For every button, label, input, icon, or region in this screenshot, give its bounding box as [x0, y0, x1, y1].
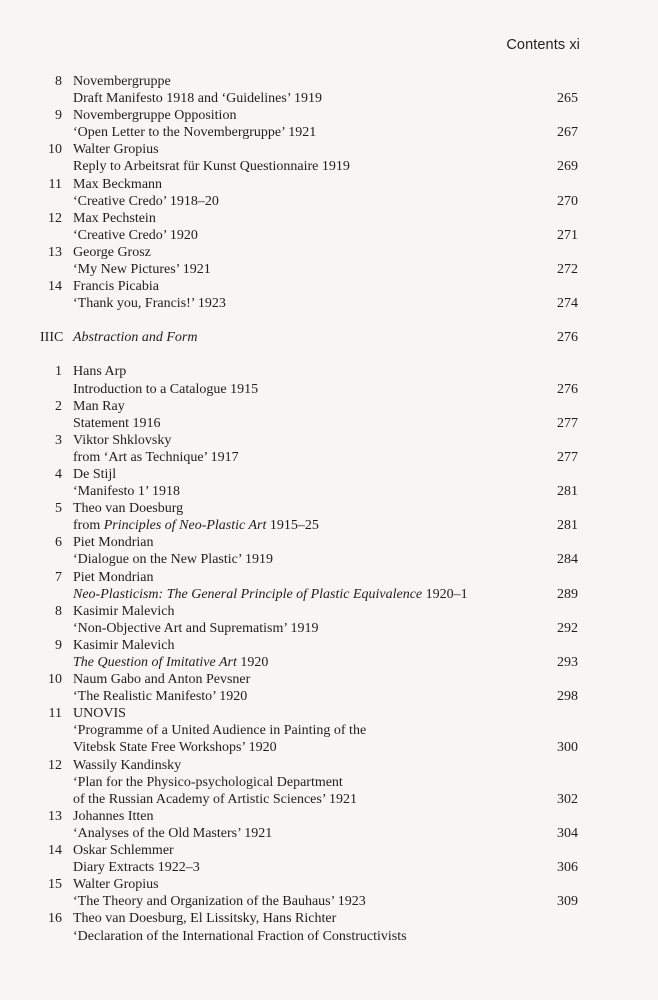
entry-title [73, 654, 268, 671]
entry-page: 304 [557, 825, 578, 841]
entry-author: Kasimir Malevich [73, 603, 175, 619]
entry-number: 14 [48, 279, 62, 295]
entry-number: 6 [55, 535, 62, 551]
entry-author: Novembergruppe [73, 74, 171, 89]
entry-page: 271 [557, 227, 578, 243]
entry-number: 14 [48, 843, 62, 859]
toc-entry [0, 432, 658, 466]
entry-number: 13 [48, 244, 62, 260]
entry-page: 292 [557, 620, 578, 636]
entry-title: ‘Creative Credo’ 1918–20 [73, 193, 219, 209]
entry-page: 302 [557, 791, 578, 807]
entry-title: Statement 1916 [73, 415, 161, 431]
entry-title: ‘Non-Objective Art and Suprematism’ 1919 [73, 620, 319, 636]
toc-entry [0, 107, 658, 141]
entry-number: 2 [55, 398, 62, 414]
entry-number: 13 [48, 808, 62, 824]
entry-page: 309 [557, 894, 578, 910]
entry-author: Wassily Kandinsky [73, 757, 182, 773]
entry-number: 11 [48, 176, 62, 192]
entry-title: ‘The Theory and Organization of the Bauhaus’ 1923 [73, 894, 366, 910]
entry-title [73, 586, 468, 603]
running-head: Contents xi [506, 37, 580, 53]
entry-page: 276 [557, 381, 578, 397]
toc-entry [0, 603, 658, 637]
entry-number: 12 [48, 757, 62, 773]
toc-entry [0, 808, 658, 842]
entry-title: Introduction to a Catalogue 1915 [73, 381, 259, 397]
entry-author: Novembergruppe Opposition [73, 108, 237, 124]
entry-page: 281 [557, 518, 578, 534]
toc-entry [0, 176, 658, 210]
toc-entry [0, 398, 658, 432]
entry-page: 277 [557, 449, 578, 465]
entry-page: 284 [557, 552, 578, 568]
entry-number: 12 [48, 210, 62, 226]
toc-entry [0, 757, 658, 808]
toc-entry [0, 278, 658, 312]
entry-title: ‘Thank you, Francis!’ 1923 [73, 296, 226, 312]
toc-entry [0, 842, 658, 876]
toc-entry [0, 671, 658, 705]
entry-page: 269 [557, 159, 578, 175]
entry-title: Reply to Arbeitsrat für Kunst Questionnaire 1919 [73, 159, 350, 175]
entry-title: ‘Creative Credo’ 1920 [73, 227, 198, 243]
entry-title: Diary Extracts 1922–3 [73, 860, 200, 876]
entry-title: ‘Open Letter to the Novembergruppe’ 1921 [73, 125, 317, 141]
toc-entry [0, 141, 658, 175]
entry-page: 293 [557, 655, 578, 670]
entry-author: Theo van Doesburg, El Lissitsky, Hans Richter [73, 911, 337, 927]
entry-author: Naum Gabo and Anton Pevsner [73, 672, 251, 688]
entry-title-line-1: ‘Programme of a United Audience in Painting of the [73, 723, 367, 739]
toc-entry [0, 244, 658, 278]
entry-author: Oskar Schlemmer [73, 843, 174, 859]
entry-page: 270 [557, 193, 578, 209]
entry-author: Kasimir Malevich [73, 637, 175, 653]
entry-number: 10 [48, 142, 62, 158]
section-page: 276 [557, 330, 578, 346]
entry-author: Walter Gropius [73, 142, 159, 158]
section-heading [0, 329, 658, 346]
entry-page: 265 [557, 91, 578, 107]
entry-number: 11 [48, 706, 62, 722]
entry-title: ‘Dialogue on the New Plastic’ 1919 [73, 552, 273, 568]
entry-title: Draft Manifesto 1918 and ‘Guidelines’ 1919 [73, 91, 322, 107]
entry-number: 1 [55, 364, 62, 380]
entry-author: De Stijl [73, 466, 117, 482]
entry-title-italic: The Question of Imitative Art [73, 655, 237, 670]
entry-number: 4 [55, 466, 62, 482]
entry-title: ‘Declaration of the International Fraction of Constructivists [73, 928, 407, 944]
entry-title-line-1: ‘Plan for the Physico-psychological Department [73, 774, 343, 790]
table-of-contents [0, 73, 658, 945]
toc-entry [0, 637, 658, 671]
entry-title-italic: Neo-Plasticism: The General Principle of Plastic Equivalence [73, 586, 423, 602]
entry-author: Francis Picabia [73, 279, 159, 295]
entry-title-line-2: Vitebsk State Free Workshops’ 1920 [73, 740, 277, 756]
entry-page: 289 [557, 586, 578, 602]
entry-title: from ‘Art as Technique’ 1917 [73, 449, 239, 465]
entry-author: Walter Gropius [73, 877, 159, 893]
entry-number: 10 [48, 672, 62, 688]
entry-title: ‘My New Pictures’ 1921 [73, 262, 211, 278]
toc-entry [0, 466, 658, 500]
entry-page: 272 [557, 262, 578, 278]
entry-page: 274 [557, 296, 578, 312]
entry-number: 8 [55, 74, 62, 89]
entry-page: 300 [557, 740, 578, 756]
toc-entry [0, 500, 658, 534]
toc-entry [0, 534, 658, 568]
entry-author: Max Beckmann [73, 176, 163, 192]
entry-page: 277 [557, 415, 578, 431]
entry-title-suffix: 1915–25 [266, 518, 319, 534]
entry-author: Johannes Itten [73, 808, 154, 824]
entry-title: ‘Analyses of the Old Masters’ 1921 [73, 825, 273, 841]
entry-number: 15 [48, 877, 62, 893]
entry-title-prefix: from [73, 518, 104, 534]
section-code: IIIC [40, 330, 64, 346]
entry-number: 7 [55, 569, 62, 585]
entry-title-italic: Principles of Neo-Plastic Art [103, 518, 267, 534]
entry-title [73, 517, 319, 534]
entry-author: Max Pechstein [73, 210, 156, 226]
entry-title: ‘Manifesto 1’ 1918 [73, 484, 181, 500]
toc-entry [0, 876, 658, 910]
entry-author: Piet Mondrian [73, 535, 154, 551]
entry-number: 8 [55, 603, 62, 619]
entry-author: UNOVIS [73, 706, 126, 722]
entry-number: 5 [55, 501, 62, 517]
entry-title-suffix: 1920 [236, 655, 269, 670]
toc-entry [0, 363, 658, 397]
entry-title-suffix: 1920–1 [422, 586, 468, 602]
entry-number: 16 [48, 911, 62, 927]
toc-entry [0, 210, 658, 244]
toc-entry [0, 910, 658, 944]
entry-page: 306 [557, 860, 578, 876]
entry-author: Piet Mondrian [73, 569, 154, 585]
entry-title-line-2: of the Russian Academy of Artistic Sciences’ 1921 [73, 791, 357, 807]
entry-number: 9 [55, 108, 62, 124]
entry-author: Hans Arp [73, 364, 127, 380]
entry-author: Man Ray [73, 398, 125, 414]
toc-entry [0, 569, 658, 603]
entry-number: 9 [55, 637, 62, 653]
toc-entry [0, 705, 658, 756]
entry-author: George Grosz [73, 244, 151, 260]
entry-author: Viktor Shklovsky [73, 432, 172, 448]
section-title: Abstraction and Form [73, 330, 198, 346]
entry-title: ‘The Realistic Manifesto’ 1920 [73, 689, 248, 705]
entry-page: 281 [557, 484, 578, 500]
entry-page: 267 [557, 125, 578, 141]
entry-number: 3 [55, 432, 62, 448]
entry-author: Theo van Doesburg [73, 501, 184, 517]
toc-entry [0, 73, 658, 107]
entry-page: 298 [557, 689, 578, 705]
